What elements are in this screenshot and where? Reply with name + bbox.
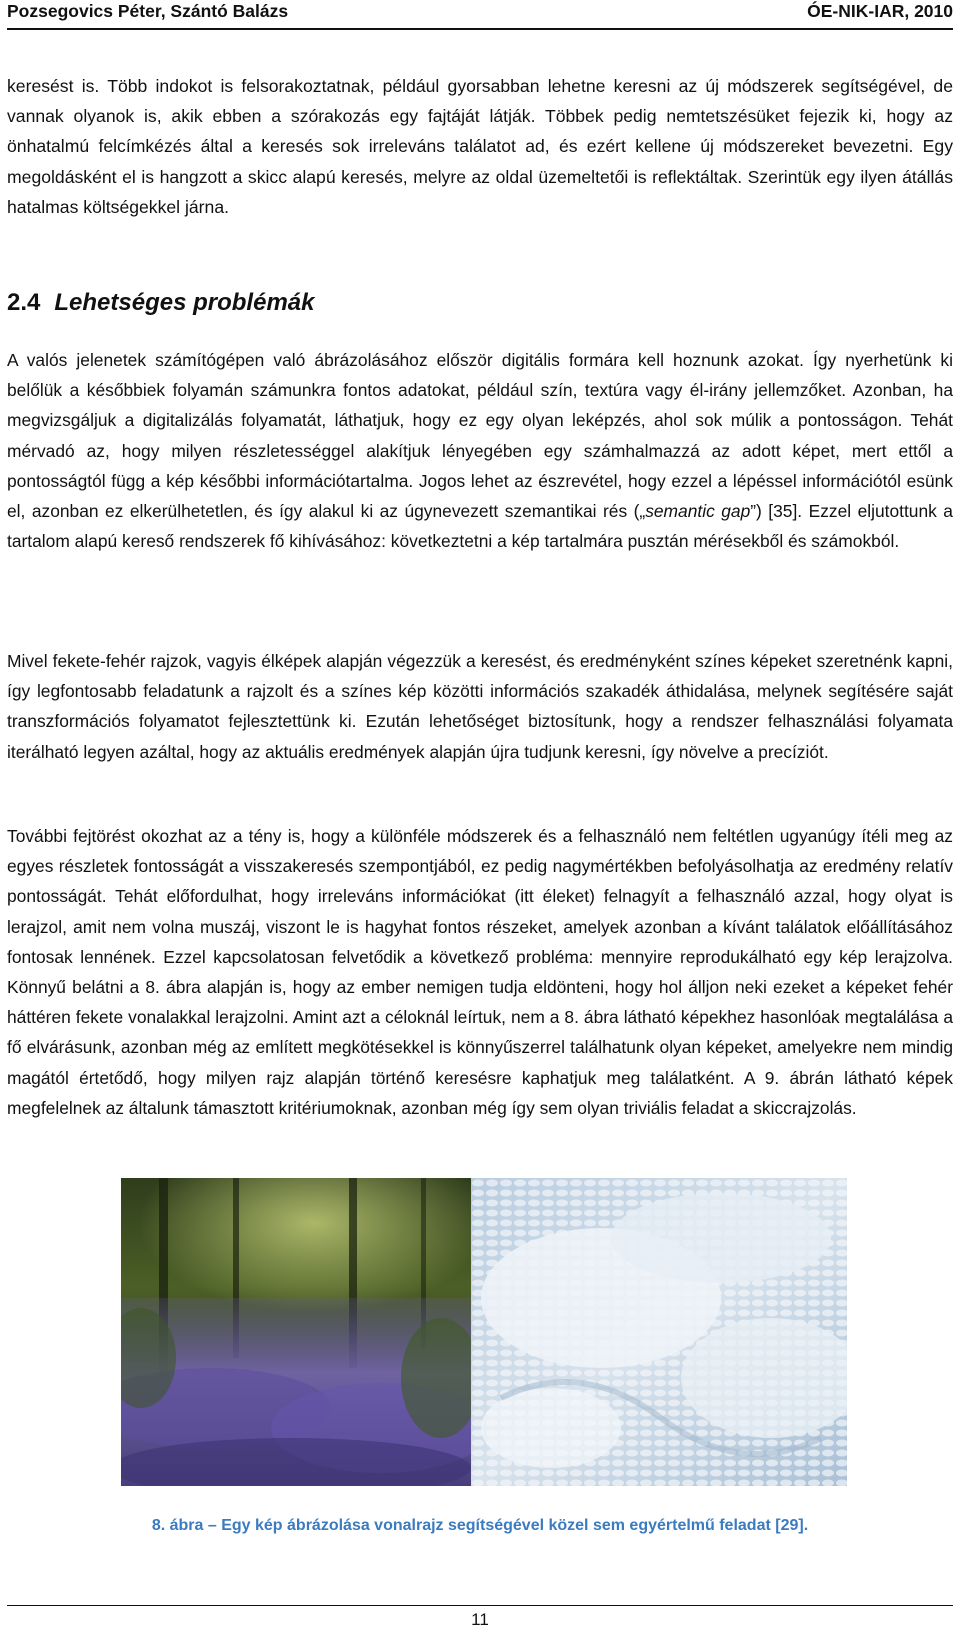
section-title: Lehetséges problémák: [54, 289, 315, 316]
section-number: 2.4: [7, 289, 41, 316]
paragraph-problems: További fejtörést okozhat az a tény is, hogy a különféle módszerek és a felhasználó nem feltétlen ugyanúgy ítéli meg az egyes részletek fontosságát a visszakeresés szempontjából, ez pedig nagymértékben befolyásolhatja az eredmény relatív pontosságát. Tehát előfordulhat, hogy irreleváns információkat (itt éleket) felnagyít a felhasználó azzal, hogy olyat is lerajzol, amit nem volna muszáj, viszont le is hagyhat fontos részeket, amelyek azonban a kívánt találatok előállításához fontosak lennének. Ezzel kapcsolatosan felvetődik a következő probléma: mennyire reprodukálható egy kép lerajzolva. Könnyű belátni a 8. ábra alapján is, hogy az ember nemigen tudja eldönteni, hogy hol álljon neki ezeket a képeket fehér háttéren fekete vonalakkal lerajzolni. Amint azt a céloknál leírtuk, nem a 8. ábra látható képekhez hasonlóak megtalálása a fő elvárásunk, azonban még az említett megkötésekkel is könnyűszerrel találhatunk olyan képeket, amelyekre nem mindig magától értetődő, hogy milyen rajz alapján történő keresésre kaphatjuk meg találatként. A 9. ábrán látható képek megfelelnek az általunk támasztott kritériumoknak, azonban még így sem olyan triviális feladat a skiccrajzolás.: [7, 826, 953, 1118]
paragraph-continued: keresést is. Több indokot is felsorakoztatnak, például gyorsabban lehetne keresni az új módszerek segítségével, de vannak olyanok is, akik ebben a szórakozás egy fajtáját látják. Többek pedig nemtetszésüket fejezik ki, hogy az önhatalmú felcímkézés által a keresés sok irreleváns találatot ad, és ezért kellene új módszereket bevezetni. Egy megoldásként el is hangzott a skicc alapú keresés, melyre az oldal üzemeltetői is reflektáltak. Szerintük egy ilyen átállás hatalmas költségekkel járna.: [7, 76, 953, 217]
page-header: [7, 0, 953, 30]
footer-rule: [7, 1605, 953, 1606]
paragraph-text: A valós jelenetek számítógépen való ábrázolásához először digitális formára kell hoznunk azokat. Így nyerhetünk ki belőlük a későbbiek folyamán számunkra fontos adatokat, például szín, textúra vagy él-irány jellemzőket. Azonban, ha megvizsgáljuk a digitalizálás folyamatát, láthatjuk, hogy ez egy olyan leképzés, ahol sok múlik a pontosságon. Tehát mérvadó az, hogy milyen részletességgel alakítjuk lényegében egy számhalmazzá az adott képet, mert ettől a pontosságtól függ a kép későbbi információtartalma. Jogos lehet az észrevétel, hogy ezzel a lépéssel információtól esünk el, azonban ez elkerülhetetlen, és így alakul ki az úgynevezett szemantikai rés („: [7, 350, 953, 522]
bluebell-forest-photo: [121, 1178, 491, 1486]
figure-8-images: [121, 1178, 847, 1486]
paragraph-semantic-gap: [7, 345, 953, 556]
figure-8: [121, 1178, 847, 1486]
paragraph-approach: Mivel fekete-fehér rajzok, vagyis élképek alapján végezzük a keresést, és eredményként színes képeket szeretnénk kapni, így legfontosabb feladatunk a rajzolt és a színes kép közötti információs szakadék áthidalása, melynek segítésére saját transzformációs folyamatot fejlesztettünk ki. Ezután lehetőséget biztosítunk, hogy a rendszer felhasználási folyamata iterálható legyen azáltal, hogy az aktuális eredmények alapján újra tudjunk keresni, így növelve a precíziót.: [7, 651, 953, 762]
italic-term: semantic gap: [645, 501, 751, 522]
page-number: 11: [471, 1610, 489, 1629]
figure-8-caption: 8. ábra – Egy kép ábrázolása vonalrajz segítségével közel sem egyértelmű feladat [29].: [151, 1517, 809, 1534]
paragraph-text: ”) [35]. Ezzel eljutottunk a tartalom alapú kereső rendszerek fő kihívásához: következtetni a kép tartalmára pusztán mérésekből és számokból.: [7, 501, 953, 552]
section-heading: [7, 289, 314, 317]
header-authors: Pozsegovics Péter, Szántó Balázs: [7, 1, 289, 21]
header-institution-code: ÓE-NIK-IAR, 2010: [807, 1, 953, 21]
cloud-sky-photo: [471, 1178, 847, 1486]
